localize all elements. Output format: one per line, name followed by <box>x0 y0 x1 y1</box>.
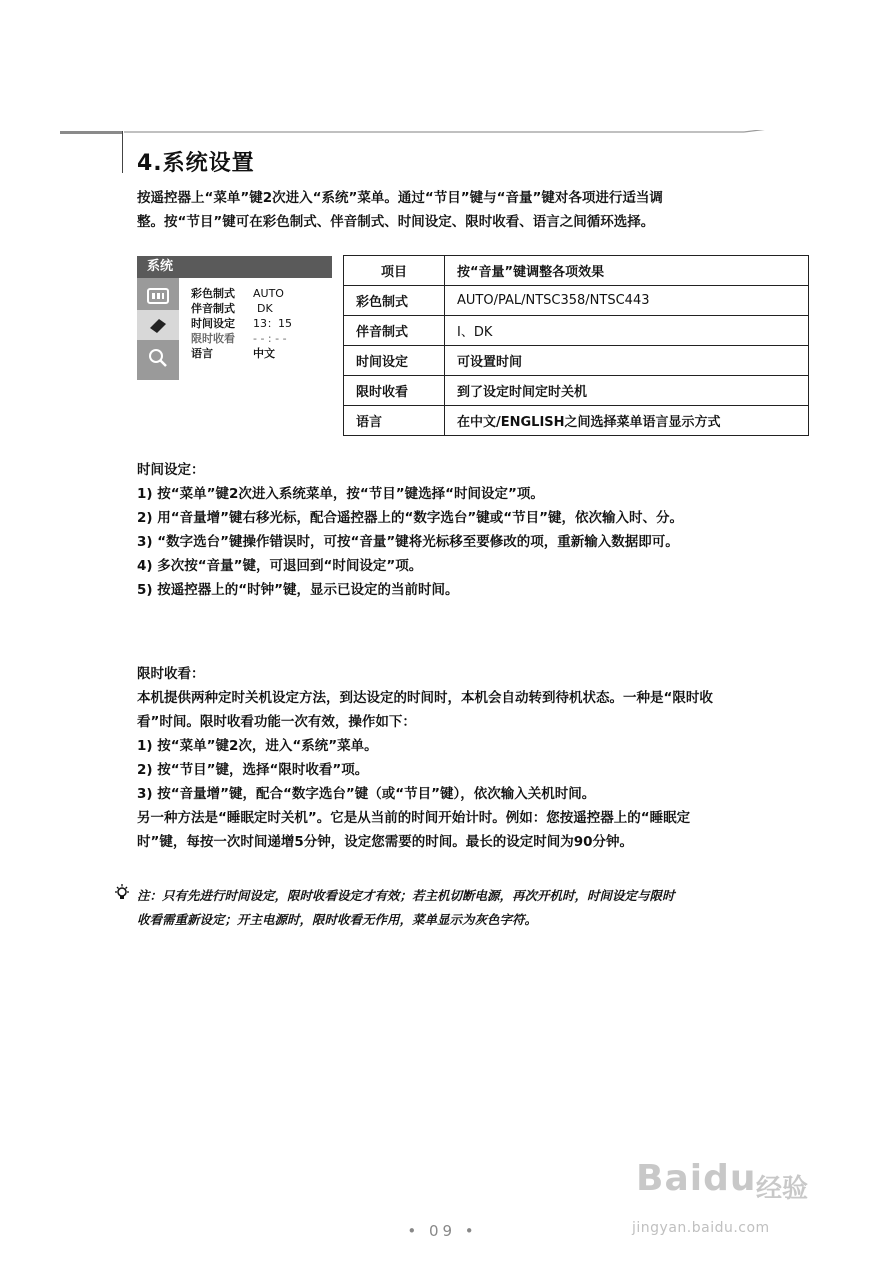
table-cell: 彩色制式 <box>344 286 445 316</box>
section-title: 4.系统设置 <box>137 151 255 176</box>
table-header-cell: 项目 <box>344 256 445 286</box>
menu-row-key: 语言 <box>191 347 213 360</box>
table-cell: 语言 <box>344 406 445 436</box>
time-setting-step: 4) 多次按“音量”键，可退回到“时间设定”项。 <box>137 558 423 574</box>
header-rule-right <box>124 130 824 140</box>
time-setting-section <box>137 458 817 602</box>
table-row <box>344 286 809 316</box>
table-cell: 时间设定 <box>344 346 445 376</box>
table-cell: 在中文/ENGLISH之间选择菜单语言显示方式 <box>445 406 809 436</box>
watermark-url: jingyan.baidu.com <box>632 1220 770 1236</box>
menu-row <box>191 331 331 346</box>
timer-watch-line: 本机提供两种定时关机设定方法，到达设定的时间时，本机会自动转到待机状态。一种是“限时收 <box>137 690 713 706</box>
timer-watch-line: 2) 按“节目”键，选择“限时收看”项。 <box>137 762 369 778</box>
menu-row-value: AUTO <box>253 287 284 300</box>
menu-row-key: 限时收看 <box>191 332 235 345</box>
timer-watch-line: 1) 按“菜单”键2次，进入“系统”菜单。 <box>137 738 378 754</box>
time-setting-step: 5) 按遥控器上的“时钟”键，显示已设定的当前时间。 <box>137 582 459 598</box>
intro-line: 整。按“节目”键可在彩色制式、伴音制式、时间设定、限时收看、语言之间循环选择。 <box>137 214 655 230</box>
menu-icon-column <box>137 278 179 380</box>
menu-row <box>191 301 331 316</box>
timer-watch-line: 时”键，每按一次时间递增5分钟，设定您需要的时间。最长的设定时间为90分钟。 <box>137 834 634 850</box>
table-header-row <box>344 256 809 286</box>
menu-row <box>191 346 331 361</box>
table-cell: 可设置时间 <box>445 346 809 376</box>
system-menu-screenshot <box>137 256 332 380</box>
table-cell: I、DK <box>445 316 809 346</box>
menu-row-key: 伴音制式 <box>191 302 235 315</box>
settings-table <box>343 255 809 436</box>
time-setting-heading: 时间设定： <box>137 462 205 478</box>
table-cell: AUTO/PAL/NTSC358/NTSC443 <box>445 286 809 316</box>
timer-watch-line: 看”时间。限时收看功能一次有效，操作如下： <box>137 714 416 730</box>
time-setting-step: 1) 按“菜单”键2次进入系统菜单，按“节目”键选择“时间设定”项。 <box>137 486 544 502</box>
timer-watch-heading: 限时收看： <box>137 666 205 682</box>
note-line: 注：只有先进行时间设定，限时收看设定才有效；若主机切断电源，再次开机时，时间设定与限时 <box>137 888 675 903</box>
menu-title: 系统 <box>137 256 332 278</box>
intro-line: 按遥控器上“菜单”键2次进入“系统”菜单。通过“节目”键与“音量”键对各项进行适当调 <box>137 190 663 206</box>
watermark-brand: Baidu <box>636 1158 757 1199</box>
time-setting-step: 2) 用“音量增”键右移光标，配合遥控器上的“数字选台”键或“节目”键，依次输入时、分。 <box>137 510 683 526</box>
table-header-cell: 按“音量”键调整各项效果 <box>445 256 809 286</box>
table-cell: 到了设定时间定时关机 <box>445 376 809 406</box>
menu-row-value: - - : - - <box>253 332 287 345</box>
picture-icon <box>145 284 171 308</box>
time-setting-step: 3) “数字选台”键操作错误时，可按“音量”键将光标移至要修改的项，重新输入数据即可。 <box>137 534 679 550</box>
table-row <box>344 376 809 406</box>
header-rule-left <box>60 131 122 134</box>
menu-row-value: 13：15 <box>253 317 292 330</box>
note-block <box>137 884 817 932</box>
page-number: • 09 • <box>407 1222 478 1240</box>
table-cell: 限时收看 <box>344 376 445 406</box>
menu-row <box>191 316 331 331</box>
table-row <box>344 406 809 436</box>
search-icon <box>145 346 171 370</box>
menu-row <box>191 286 331 301</box>
watermark-suffix: 经验 <box>756 1174 809 1204</box>
intro-paragraph <box>137 186 817 234</box>
timer-watch-section <box>137 662 817 854</box>
note-line: 收看需重新设定；开主电源时，限时收看无作用，菜单显示为灰色字符。 <box>137 912 538 927</box>
menu-row-key: 时间设定 <box>191 317 235 330</box>
menu-row-value: DK <box>257 302 273 315</box>
lightbulb-icon <box>113 884 131 902</box>
menu-row-value: 中文 <box>253 347 275 360</box>
header-divider <box>122 131 123 173</box>
table-row <box>344 346 809 376</box>
table-cell: 伴音制式 <box>344 316 445 346</box>
timer-watch-line: 3) 按“音量增”键，配合“数字选台”键（或“节目”键），依次输入关机时间。 <box>137 786 596 802</box>
menu-rows <box>191 286 331 361</box>
table-row <box>344 316 809 346</box>
menu-row-key: 彩色制式 <box>191 287 235 300</box>
timer-watch-line: 另一种方法是“睡眠定时关机”。它是从当前的时间开始计时。例如：您按遥控器上的“睡眠定 <box>137 810 691 826</box>
system-icon <box>145 314 171 338</box>
